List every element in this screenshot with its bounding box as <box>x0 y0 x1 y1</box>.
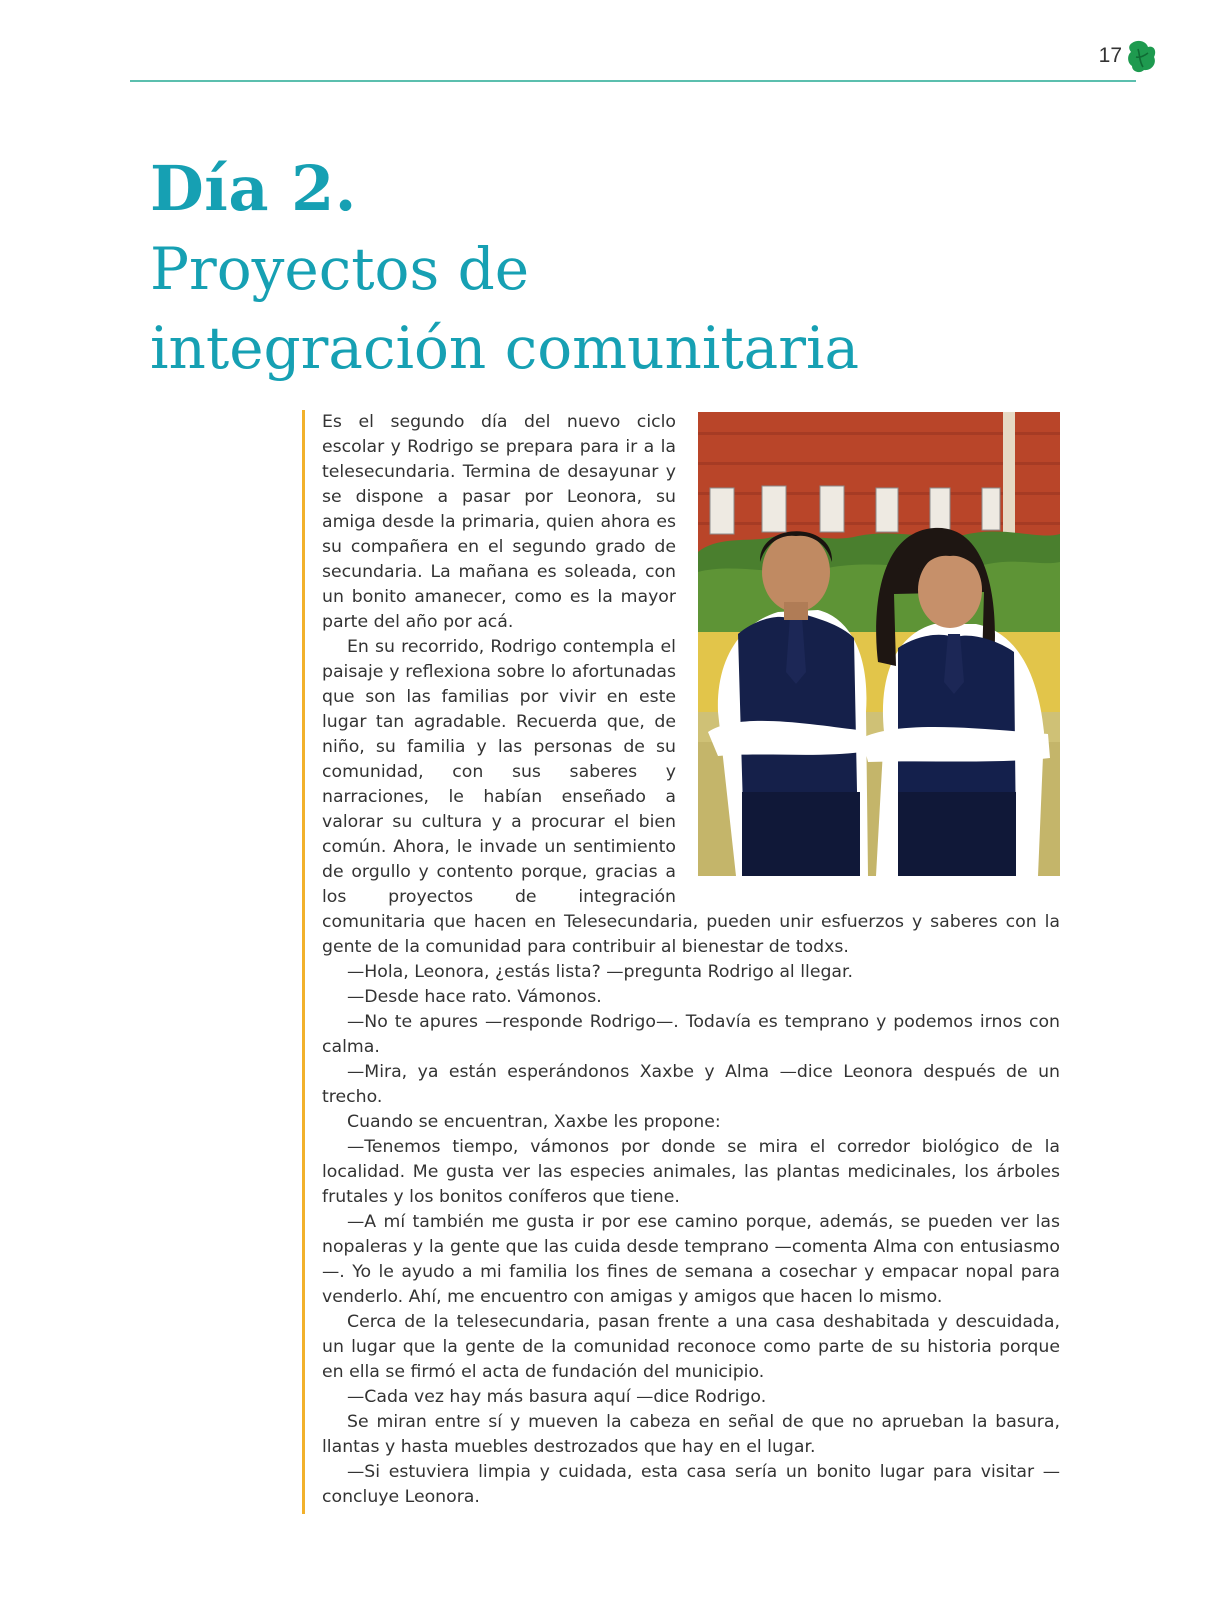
dialogue-line: —Hola, Leonora, ¿estás lista? —pregunta Rodrigo al llegar. <box>347 962 854 982</box>
dialogue-line: —No te apures —responde Rodrigo—. Todavía es temprano y podemos irnos con calma. <box>322 1012 1060 1057</box>
paragraph: En su recorrido, Rodrigo contempla el paisaje y reflexiona sobre lo afortunadas que son las familias por vivir en este lugar tan agradable. Recuerda que, de niño, su familia y las personas de su comunidad, con sus saberes y narraciones, le habían enseñado a valorar su cultura y a procurar el bien común. Ahora, le invade un sentimiento de orgullo y contento porque, gracias a los proyectos de integración comunitaria que hacen en Telesecundaria, pueden unir esfuerzos y saberes con la gente de la comunidad para contribuir al bienestar de todxs. <box>322 637 1060 957</box>
paragraph: Se miran entre sí y mueven la cabeza en señal de que no aprueban la basura, llantas y hasta muebles destrozados que hay en el lugar. <box>322 1412 1060 1457</box>
dialogue-line: —A mí también me gusta ir por ese camino porque, además, se pueden ver las nopaleras y la gente que las cuida desde temprano —comenta Alma con entusiasmo—. Yo le ayudo a mi familia los fines de semana a cosechar y empacar nopal para venderlo. Ahí, me encuentro con amigas y amigos que hacen lo mismo. <box>322 1212 1060 1307</box>
title-day: Día 2. <box>150 152 357 225</box>
accent-bar <box>302 410 305 1514</box>
dialogue-line: —Cada vez hay más basura aquí —dice Rodrigo. <box>347 1387 767 1407</box>
dialogue-line: —Mira, ya están esperándonos Xaxbe y Alma —dice Leonora después de un trecho. <box>322 1062 1060 1107</box>
dialogue-line: —Tenemos tiempo, vámonos por donde se mira el corredor biológico de la localidad. Me gusta ver las especies animales, las plantas medicinales, los árboles frutales y los bonitos coníferos que tiene. <box>322 1137 1060 1207</box>
paragraph: Cerca de la telesecundaria, pasan frente a una casa deshabitada y descuidada, un lugar que la gente de la comunidad reconoce como parte de su historia porque en ella se firmó el acta de fundación del municipio. <box>322 1312 1060 1382</box>
leaf-emblem-icon <box>1126 39 1158 75</box>
dialogue-line: —Desde hace rato. Vámonos. <box>347 987 602 1007</box>
header-rule <box>130 80 1136 82</box>
page-number: 17 <box>1098 44 1122 67</box>
paragraph: Es el segundo día del nuevo ciclo escolar y Rodrigo se prepara para ir a la telesecundaria. Termina de desayunar y se dispone a pasar por Leonora, su amiga desde la primaria, quien ahora es su compañera en el segundo grado de secundaria. La mañana es soleada, con un bonito amanecer, como es la mayor parte del año por acá. <box>322 412 676 632</box>
paragraph: Cuando se encuentran, Xaxbe les propone: <box>347 1112 721 1132</box>
title-line-2: Proyectos de <box>150 235 530 303</box>
dialogue-line: —Si estuviera limpia y cuidada, esta casa sería un bonito lugar para visitar —concluye Leonora. <box>322 1462 1060 1507</box>
title-line-3: integración comunitaria <box>150 314 860 382</box>
story-text <box>322 410 1060 1510</box>
page-title <box>150 148 1050 388</box>
students-photo <box>698 412 1060 876</box>
